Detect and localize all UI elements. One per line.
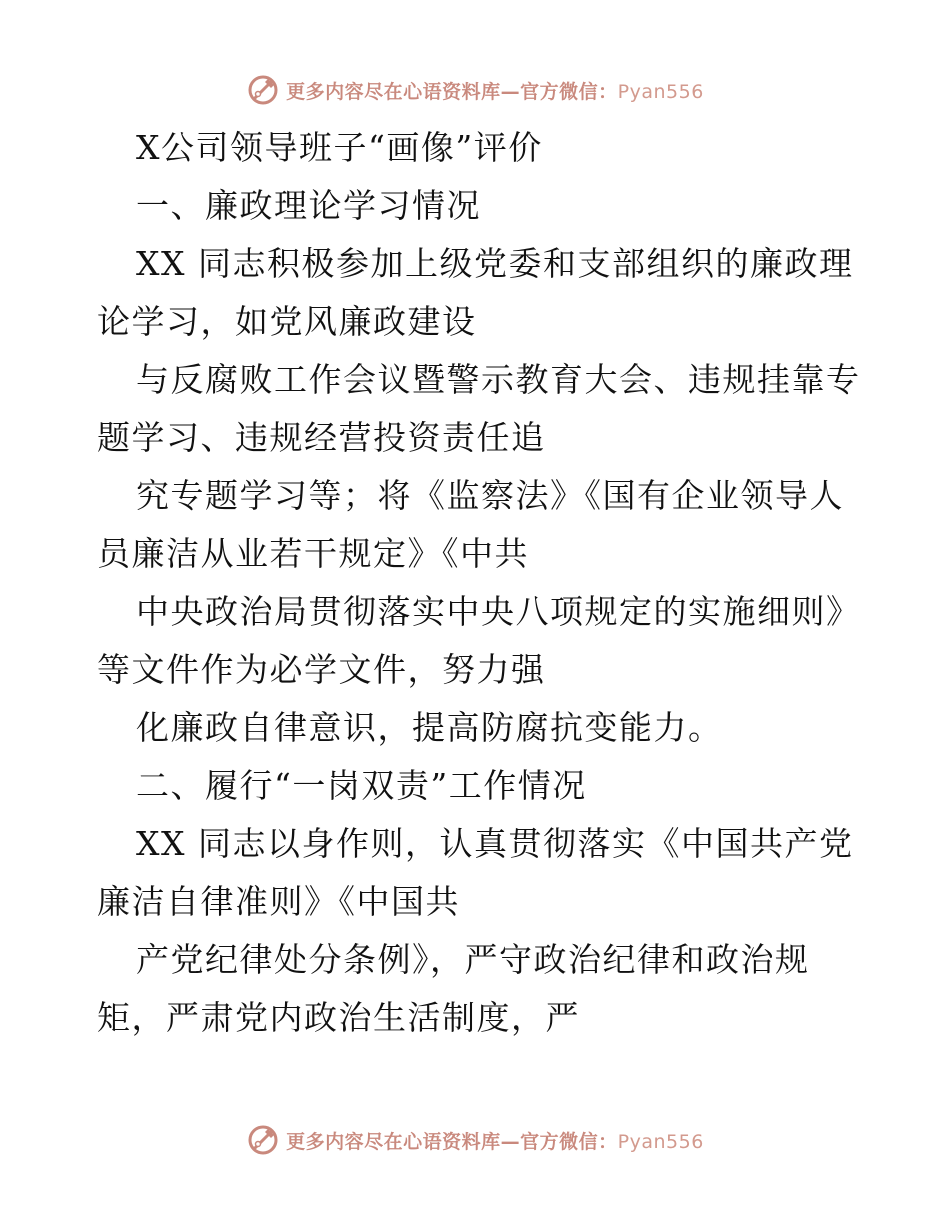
- paragraph-line: 题学习、违规经营投资责任追: [97, 418, 546, 457]
- paragraph-line: 化廉政自律意识，提高防腐抗变能力。: [136, 708, 723, 747]
- paragraph-line: 论学习，如党风廉政建设: [97, 302, 477, 341]
- header-watermark: [0, 70, 950, 110]
- pen-logo-icon: [246, 1123, 280, 1157]
- paragraph-line: 廉洁自律准则》《中国共: [97, 882, 460, 921]
- paragraph-line: 员廉洁从业若干规定》《中共: [97, 534, 529, 573]
- paragraph-line: 究专题学习等；将《监察法》《国有企业领导人: [136, 476, 844, 515]
- watermark-wechat-id: Pyan556: [617, 1130, 704, 1153]
- paragraph-line: 与反腐败工作会议暨警示教育大会、违规挂靠专: [136, 360, 861, 399]
- paragraph-line: XX 同志积极参加上级党委和支部组织的廉政理: [136, 244, 854, 283]
- footer-watermark: [0, 1120, 950, 1160]
- paragraph-line: 矩，严肃党内政治生活制度，严: [97, 998, 580, 1037]
- document-title: X公司领导班子“画像”评价: [136, 128, 543, 167]
- watermark-caption: 更多内容尽在心语资料库—官方微信：: [286, 80, 618, 103]
- pen-logo-icon: [246, 73, 280, 107]
- section-heading: 一、廉政理论学习情况: [136, 186, 481, 225]
- paragraph-line: 中央政治局贯彻落实中央八项规定的实施细则》: [136, 592, 861, 631]
- paragraph-line: 产党纪律处分条例》，严守政治纪律和政治规: [136, 940, 810, 979]
- paragraph-line: 等文件作为必学文件，努力强: [97, 650, 546, 689]
- watermark-wechat-id: Pyan556: [617, 80, 704, 103]
- paragraph-line: XX 同志以身作则，认真贯彻落实《中国共产党: [136, 824, 854, 863]
- section-heading: 二、履行“一岗双责”工作情况: [136, 766, 587, 805]
- watermark-text: [286, 1127, 704, 1154]
- watermark-text: [286, 77, 704, 104]
- watermark-caption: 更多内容尽在心语资料库—官方微信：: [286, 1130, 618, 1153]
